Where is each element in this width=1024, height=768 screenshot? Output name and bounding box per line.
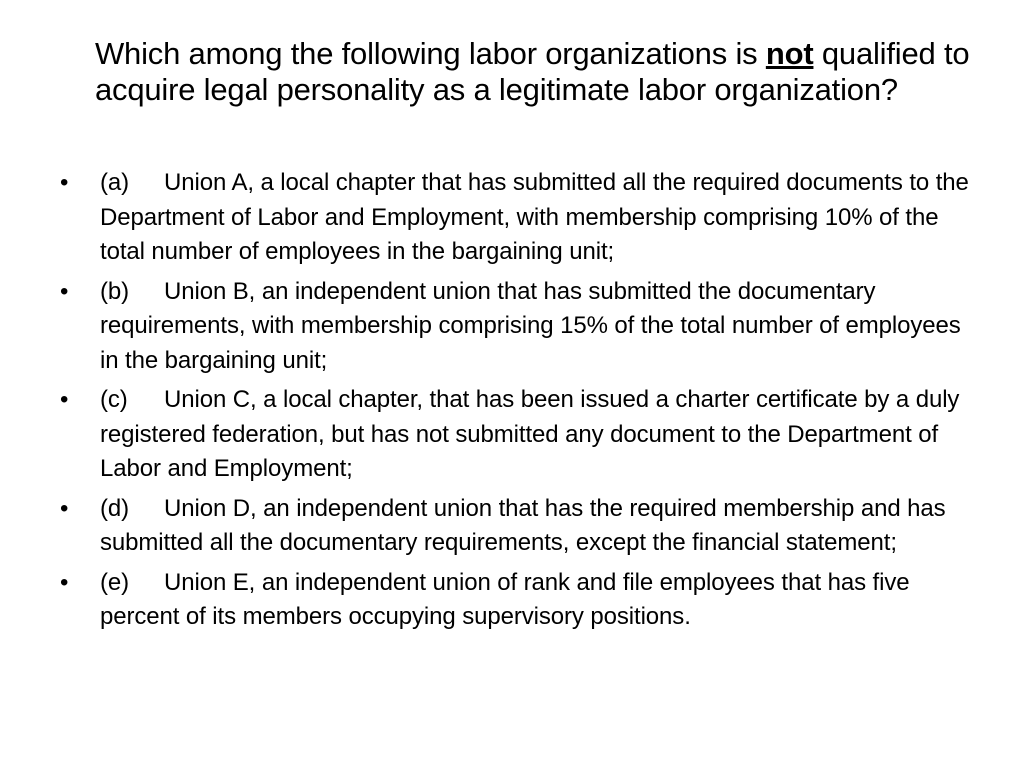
- option-text: Union A, a local chapter that has submitted all the required documents to the Department of Labor and Employment, with membership comprising 10% of the total number of employees in the bargaining unit;: [100, 169, 969, 265]
- option-text: Union D, an independent union that has the required membership and has submitted all the documentary requirements, except the financial statement;: [100, 494, 946, 556]
- option-item-d: [60, 492, 970, 561]
- option-letter: (e): [100, 568, 130, 596]
- option-text: Union C, a local chapter, that has been issued a charter certificate by a duly registered federation, but has not submitted any document to the Department of Labor and Employment;: [100, 386, 960, 482]
- bullet-icon: •: [60, 568, 69, 596]
- option-letter: (d): [100, 494, 130, 522]
- question-title: [95, 36, 975, 108]
- option-letter: (c): [100, 386, 128, 413]
- question-text-after: qualified to acquire legal personality as a legitimate labor organization?: [95, 36, 970, 107]
- options-list: [60, 166, 970, 640]
- option-item-e: [60, 566, 970, 635]
- bullet-icon: •: [60, 169, 69, 196]
- option-item-c: [60, 383, 970, 487]
- question-emphasis: not: [765, 36, 814, 71]
- option-letter: (a): [100, 169, 130, 196]
- option-letter: (b): [100, 277, 130, 305]
- bullet-icon: •: [60, 386, 69, 413]
- option-text: Union E, an independent union of rank and file employees that has five percent of its members occupying supervisory positions.: [100, 568, 910, 630]
- option-item-b: [60, 275, 970, 379]
- bullet-icon: •: [60, 277, 69, 305]
- bullet-icon: •: [60, 494, 69, 522]
- question-text-before: Which among the following labor organizations is: [95, 36, 766, 71]
- option-item-a: [60, 166, 970, 270]
- option-text: Union B, an independent union that has submitted the documentary requirements, with membership comprising 15% of the total number of employees in the bargaining unit;: [100, 277, 961, 374]
